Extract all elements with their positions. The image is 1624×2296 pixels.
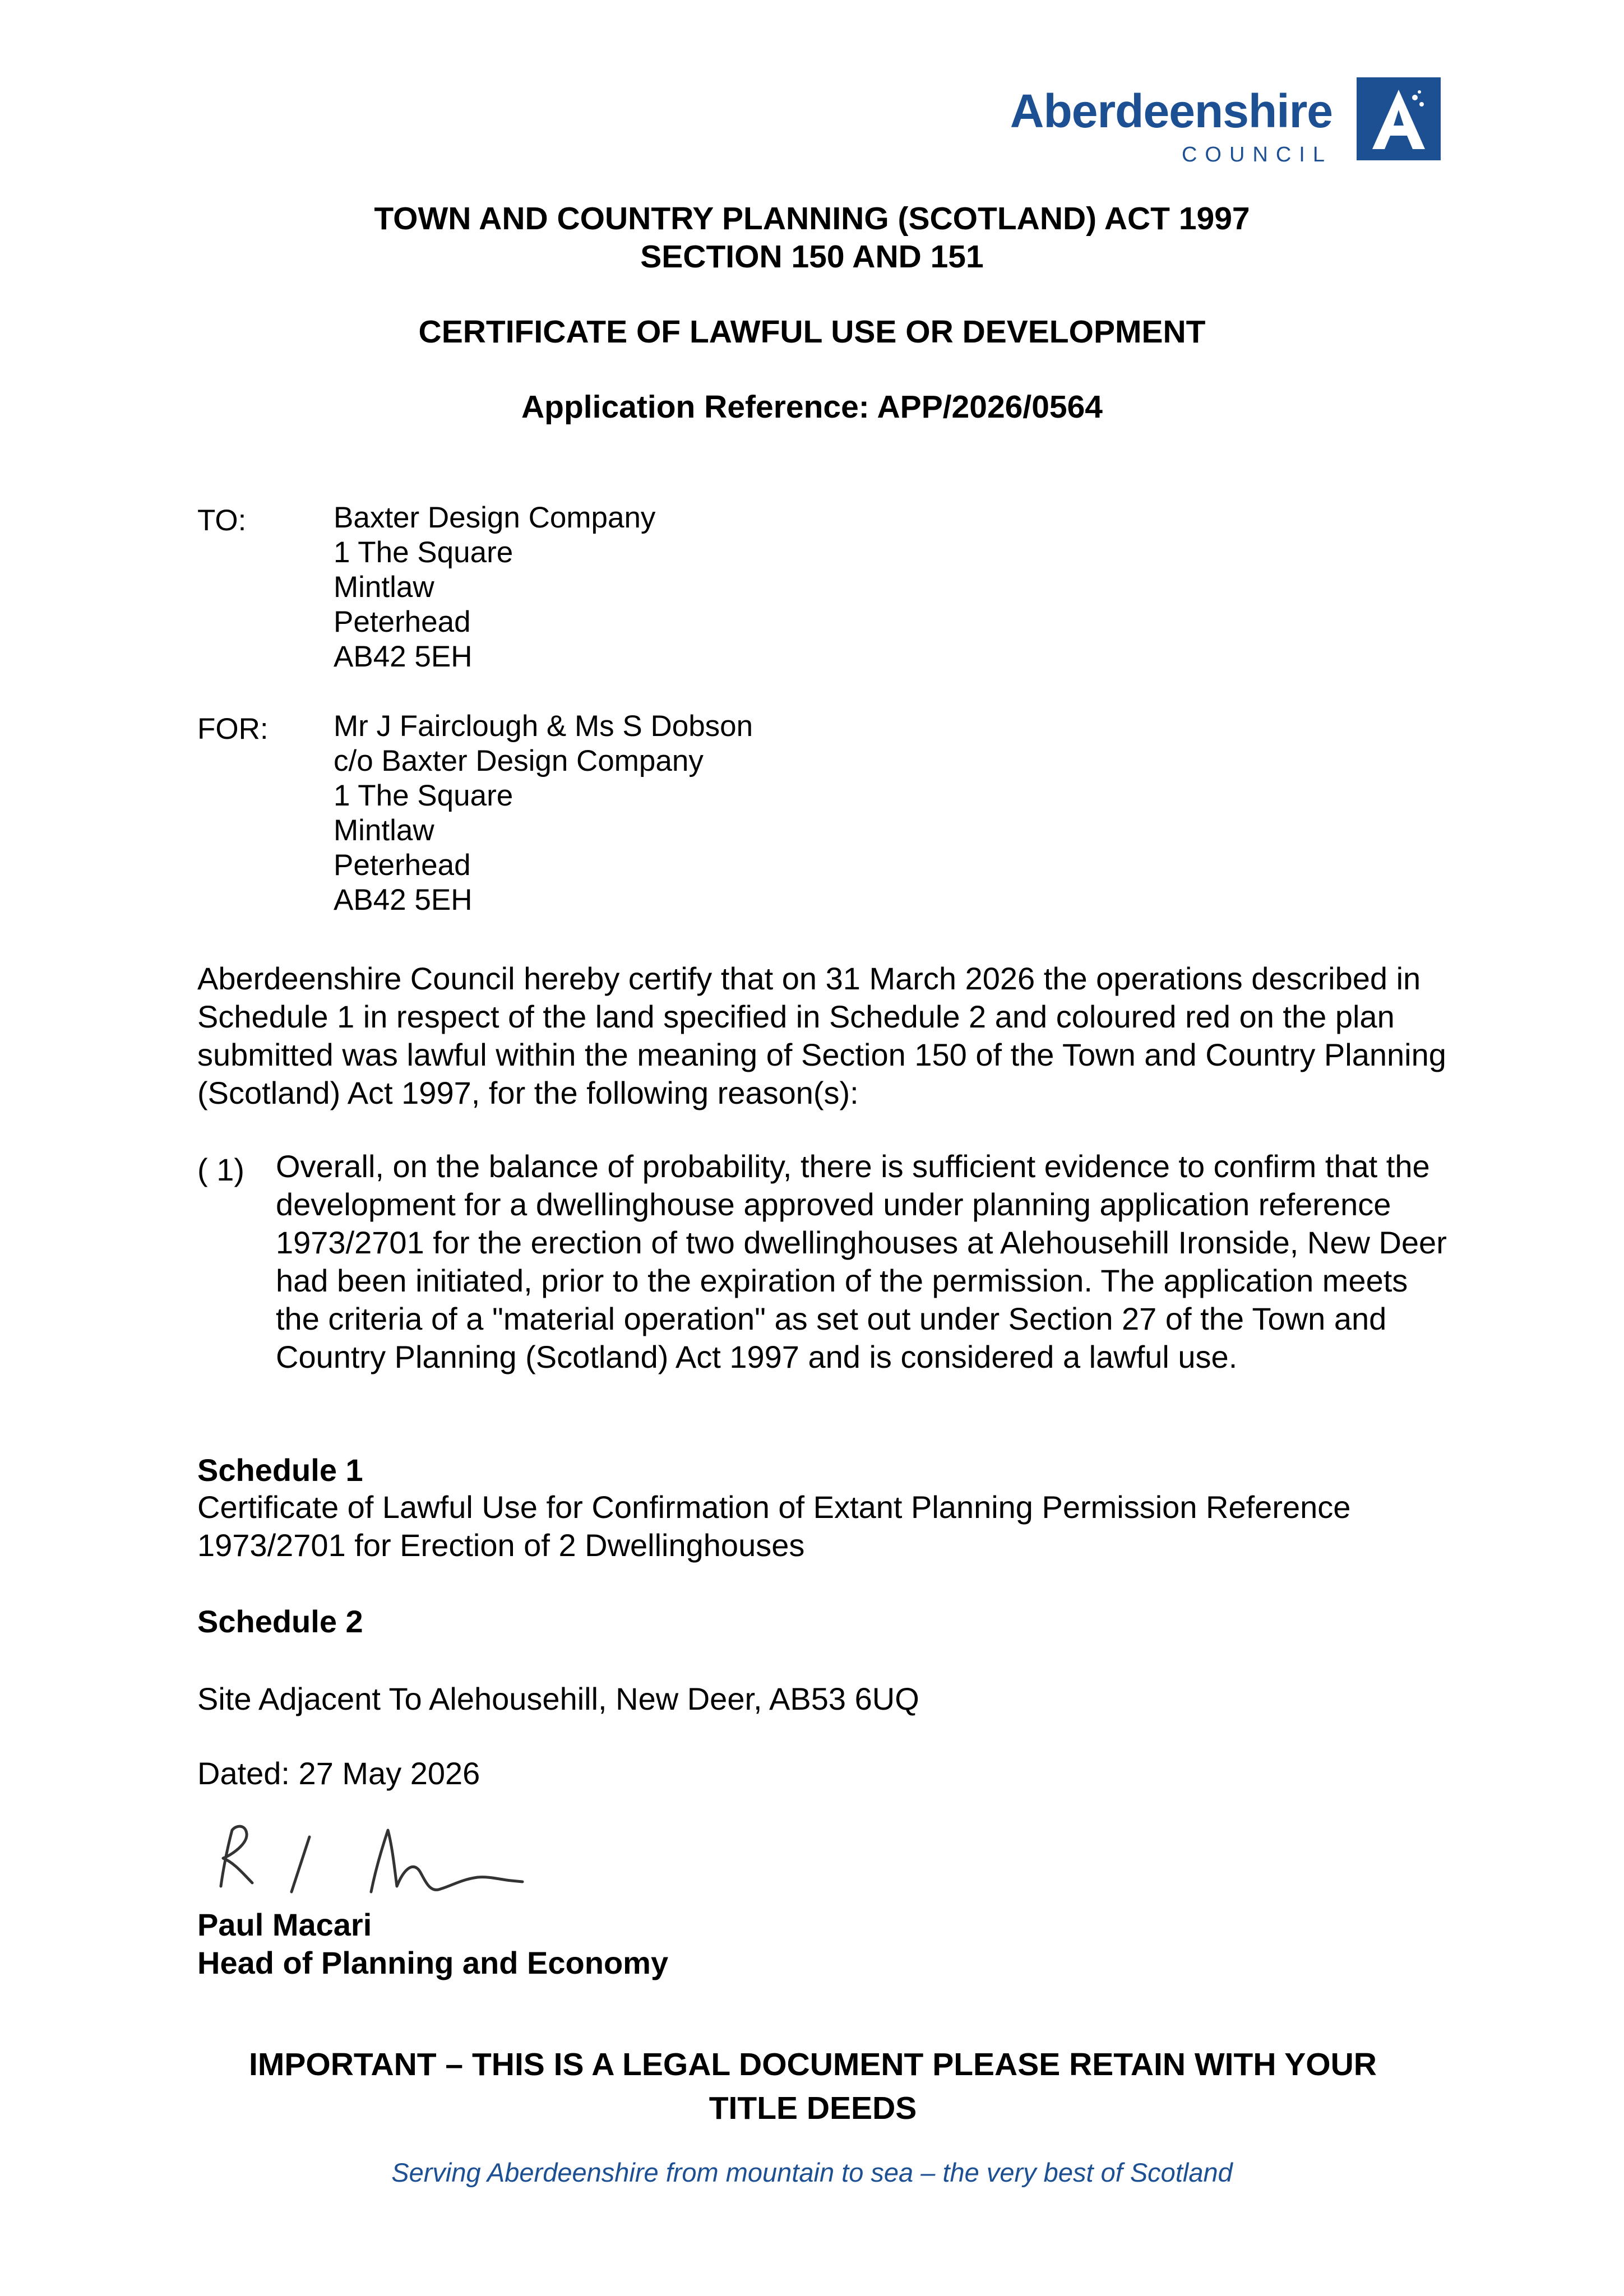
address-line: 1 The Square bbox=[334, 536, 513, 569]
application-reference: Application Reference: APP/2026/0564 bbox=[521, 389, 1103, 425]
address-line: Mintlaw bbox=[334, 571, 434, 604]
signatory-name: Paul Macari bbox=[197, 1907, 372, 1942]
reason-number: ( 1) bbox=[197, 1152, 244, 1187]
section-heading: SECTION 150 AND 151 bbox=[640, 239, 984, 275]
schedule-1-title: Schedule 1 bbox=[197, 1452, 363, 1488]
address-line: Mr J Fairclough & Ms S Dobson bbox=[334, 710, 753, 743]
schedule-1-text: Certificate of Lawful Use for Confirmation of Extant Planning Permission Reference 1973/2701 for Erection of 2 Dwellinghouses bbox=[197, 1489, 1351, 1563]
for-label: FOR: bbox=[197, 712, 269, 746]
logo-council: COUNCIL bbox=[1181, 143, 1332, 166]
schedule-2-title: Schedule 2 bbox=[197, 1604, 363, 1639]
address-line: Peterhead bbox=[334, 605, 471, 638]
address-line: AB42 5EH bbox=[334, 640, 473, 673]
signatory-title: Head of Planning and Economy bbox=[197, 1945, 669, 1980]
address-line: Baxter Design Company bbox=[334, 501, 656, 534]
certify-paragraph: Aberdeenshire Council hereby certify that on 31 March 2026 the operations described in Schedule 1 in respect of the land specified in Schedule 2 and coloured red on the plan submitted was lawful within the meaning of Section 150 of the Town and Country Planning (Scotland) Act 1997, for the following reason(s): bbox=[197, 961, 1446, 1110]
logo-name: Aberdeenshire bbox=[1010, 85, 1332, 137]
address-line: 1 The Square bbox=[334, 779, 513, 812]
address-line: AB42 5EH bbox=[334, 883, 473, 916]
to-address bbox=[334, 501, 655, 674]
aberdeenshire-a-logo-icon bbox=[1357, 77, 1441, 160]
legal-notice: IMPORTANT – THIS IS A LEGAL DOCUMENT PLEASE RETAIN WITH YOUR TITLE DEEDS bbox=[249, 2047, 1377, 2126]
act-heading: TOWN AND COUNTRY PLANNING (SCOTLAND) ACT 1997 bbox=[374, 201, 1250, 237]
reason-text: Overall, on the balance of probability, there is sufficient evidence to confirm that the development for a dwellinghouse approved under planning application reference 1973/2701 for the erection of two dwellinghouses at Alehousehill Ironside, New Deer had been initiated, prior to the expiration of the permission. The application meets the criteria of a "material operation" as set out under Section 27 of the Town and Country Planning (Scotland) Act 1997 and is considered a lawful use. bbox=[276, 1149, 1447, 1374]
certificate-heading: CERTIFICATE OF LAWFUL USE OR DEVELOPMENT bbox=[418, 314, 1206, 350]
for-address bbox=[334, 709, 753, 918]
to-label: TO: bbox=[197, 504, 247, 537]
address-line: Peterhead bbox=[334, 849, 471, 882]
schedule-2-text: Site Adjacent To Alehousehill, New Deer, AB53 6UQ bbox=[197, 1681, 919, 1716]
signature-image bbox=[197, 1808, 590, 1906]
council-tagline: Serving Aberdeenshire from mountain to sea – the very best of Scotland bbox=[391, 2158, 1233, 2187]
address-line: Mintlaw bbox=[334, 814, 434, 847]
dated-line: Dated: 27 May 2026 bbox=[197, 1756, 480, 1791]
address-line: c/o Baxter Design Company bbox=[334, 744, 704, 777]
council-logo-text bbox=[1010, 84, 1332, 168]
